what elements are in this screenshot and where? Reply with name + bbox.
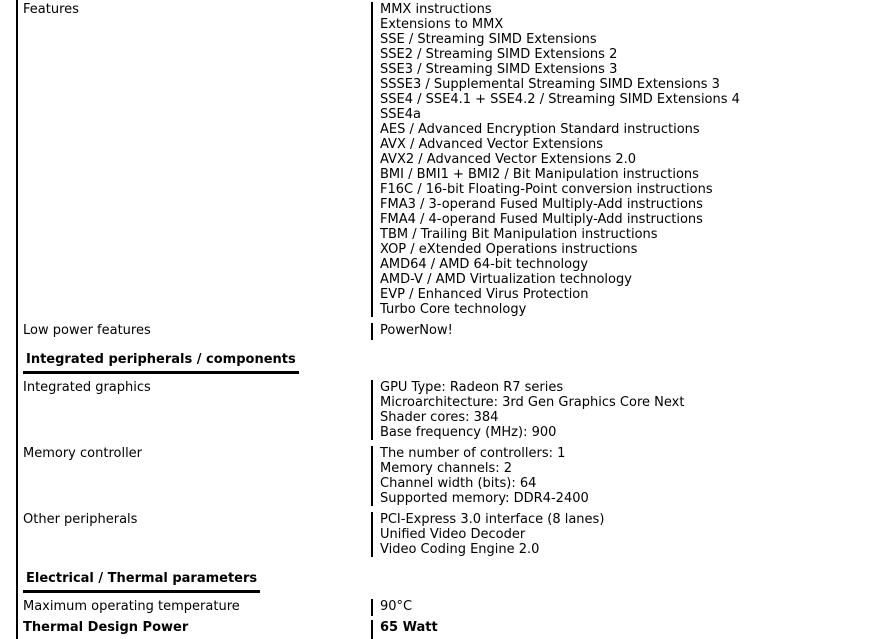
feature-item: AES / Advanced Encryption Standard instructions: [380, 122, 700, 137]
section-heading-integrated: Integrated peripherals / components: [23, 352, 299, 374]
spec-label: Maximum operating temperature: [23, 599, 240, 614]
spec-value: 90°C: [380, 599, 413, 614]
feature-item: SSSE3 / Supplemental Streaming SIMD Extensions 3: [380, 77, 720, 92]
spec-label: Memory controller: [23, 446, 143, 461]
feature-item: AMD-V / AMD Virtualization technology: [380, 272, 632, 287]
spec-value: Video Coding Engine 2.0: [380, 542, 540, 557]
feature-item: AVX / Advanced Vector Extensions: [380, 137, 603, 152]
spec-value-list: [371, 599, 412, 616]
left-border: [16, 0, 18, 639]
spec-label: Integrated graphics: [23, 380, 151, 395]
spec-value: Channel width (bits): 64: [380, 476, 537, 491]
spec-value: The number of controllers: 1: [380, 446, 566, 461]
feature-item: BMI / BMI1 + BMI2 / Bit Manipulation instructions: [380, 167, 699, 182]
feature-item: SSE4 / SSE4.1 + SSE4.2 / Streaming SIMD Extensions 4: [380, 92, 740, 107]
spec-label: Thermal Design Power: [23, 620, 189, 635]
spec-value-list: [371, 620, 438, 639]
spec-value: Supported memory: DDR4-2400: [380, 491, 589, 506]
spec-value: Microarchitecture: 3rd Gen Graphics Core Next: [380, 395, 685, 410]
spec-value: PCI-Express 3.0 interface (8 lanes): [380, 512, 605, 527]
spec-value-list: [371, 323, 453, 340]
feature-item: Extensions to MMX: [380, 17, 504, 32]
spec-value: PowerNow!: [380, 323, 453, 338]
feature-item: XOP / eXtended Operations instructions: [380, 242, 638, 257]
spec-label: Low power features: [23, 323, 151, 338]
feature-item: SSE / Streaming SIMD Extensions: [380, 32, 597, 47]
feature-item: AMD64 / AMD 64-bit technology: [380, 257, 589, 272]
spec-value: 65 Watt: [380, 620, 438, 635]
spec-value-list: [371, 512, 604, 557]
feature-item: FMA4 / 4-operand Fused Multiply-Add instructions: [380, 212, 703, 227]
feature-item: F16C / 16-bit Floating-Point conversion instructions: [380, 182, 713, 197]
spec-value: GPU Type: Radeon R7 series: [380, 380, 564, 395]
feature-item: FMA3 / 3-operand Fused Multiply-Add instructions: [380, 197, 703, 212]
feature-item: SSE3 / Streaming SIMD Extensions 3: [380, 62, 618, 77]
spec-value: Memory channels: 2: [380, 461, 512, 476]
spec-value: Unified Video Decoder: [380, 527, 526, 542]
spec-value: Base frequency (MHz): 900: [380, 425, 557, 440]
feature-item: SSE2 / Streaming SIMD Extensions 2: [380, 47, 618, 62]
feature-item: SSE4a: [380, 107, 421, 122]
spec-label: Features: [23, 2, 79, 17]
spec-value-list: [371, 446, 589, 506]
feature-item: Turbo Core technology: [380, 302, 527, 317]
feature-item: AVX2 / Advanced Vector Extensions 2.0: [380, 152, 637, 167]
spec-value-list: [371, 2, 740, 317]
spec-value: Shader cores: 384: [380, 410, 499, 425]
feature-item: EVP / Enhanced Virus Protection: [380, 287, 589, 302]
spec-value-list: [371, 380, 684, 440]
section-heading-electrical: Electrical / Thermal parameters: [23, 571, 260, 593]
spec-label: Other peripherals: [23, 512, 138, 527]
feature-item: TBM / Trailing Bit Manipulation instructions: [380, 227, 658, 242]
feature-item: MMX instructions: [380, 2, 492, 17]
